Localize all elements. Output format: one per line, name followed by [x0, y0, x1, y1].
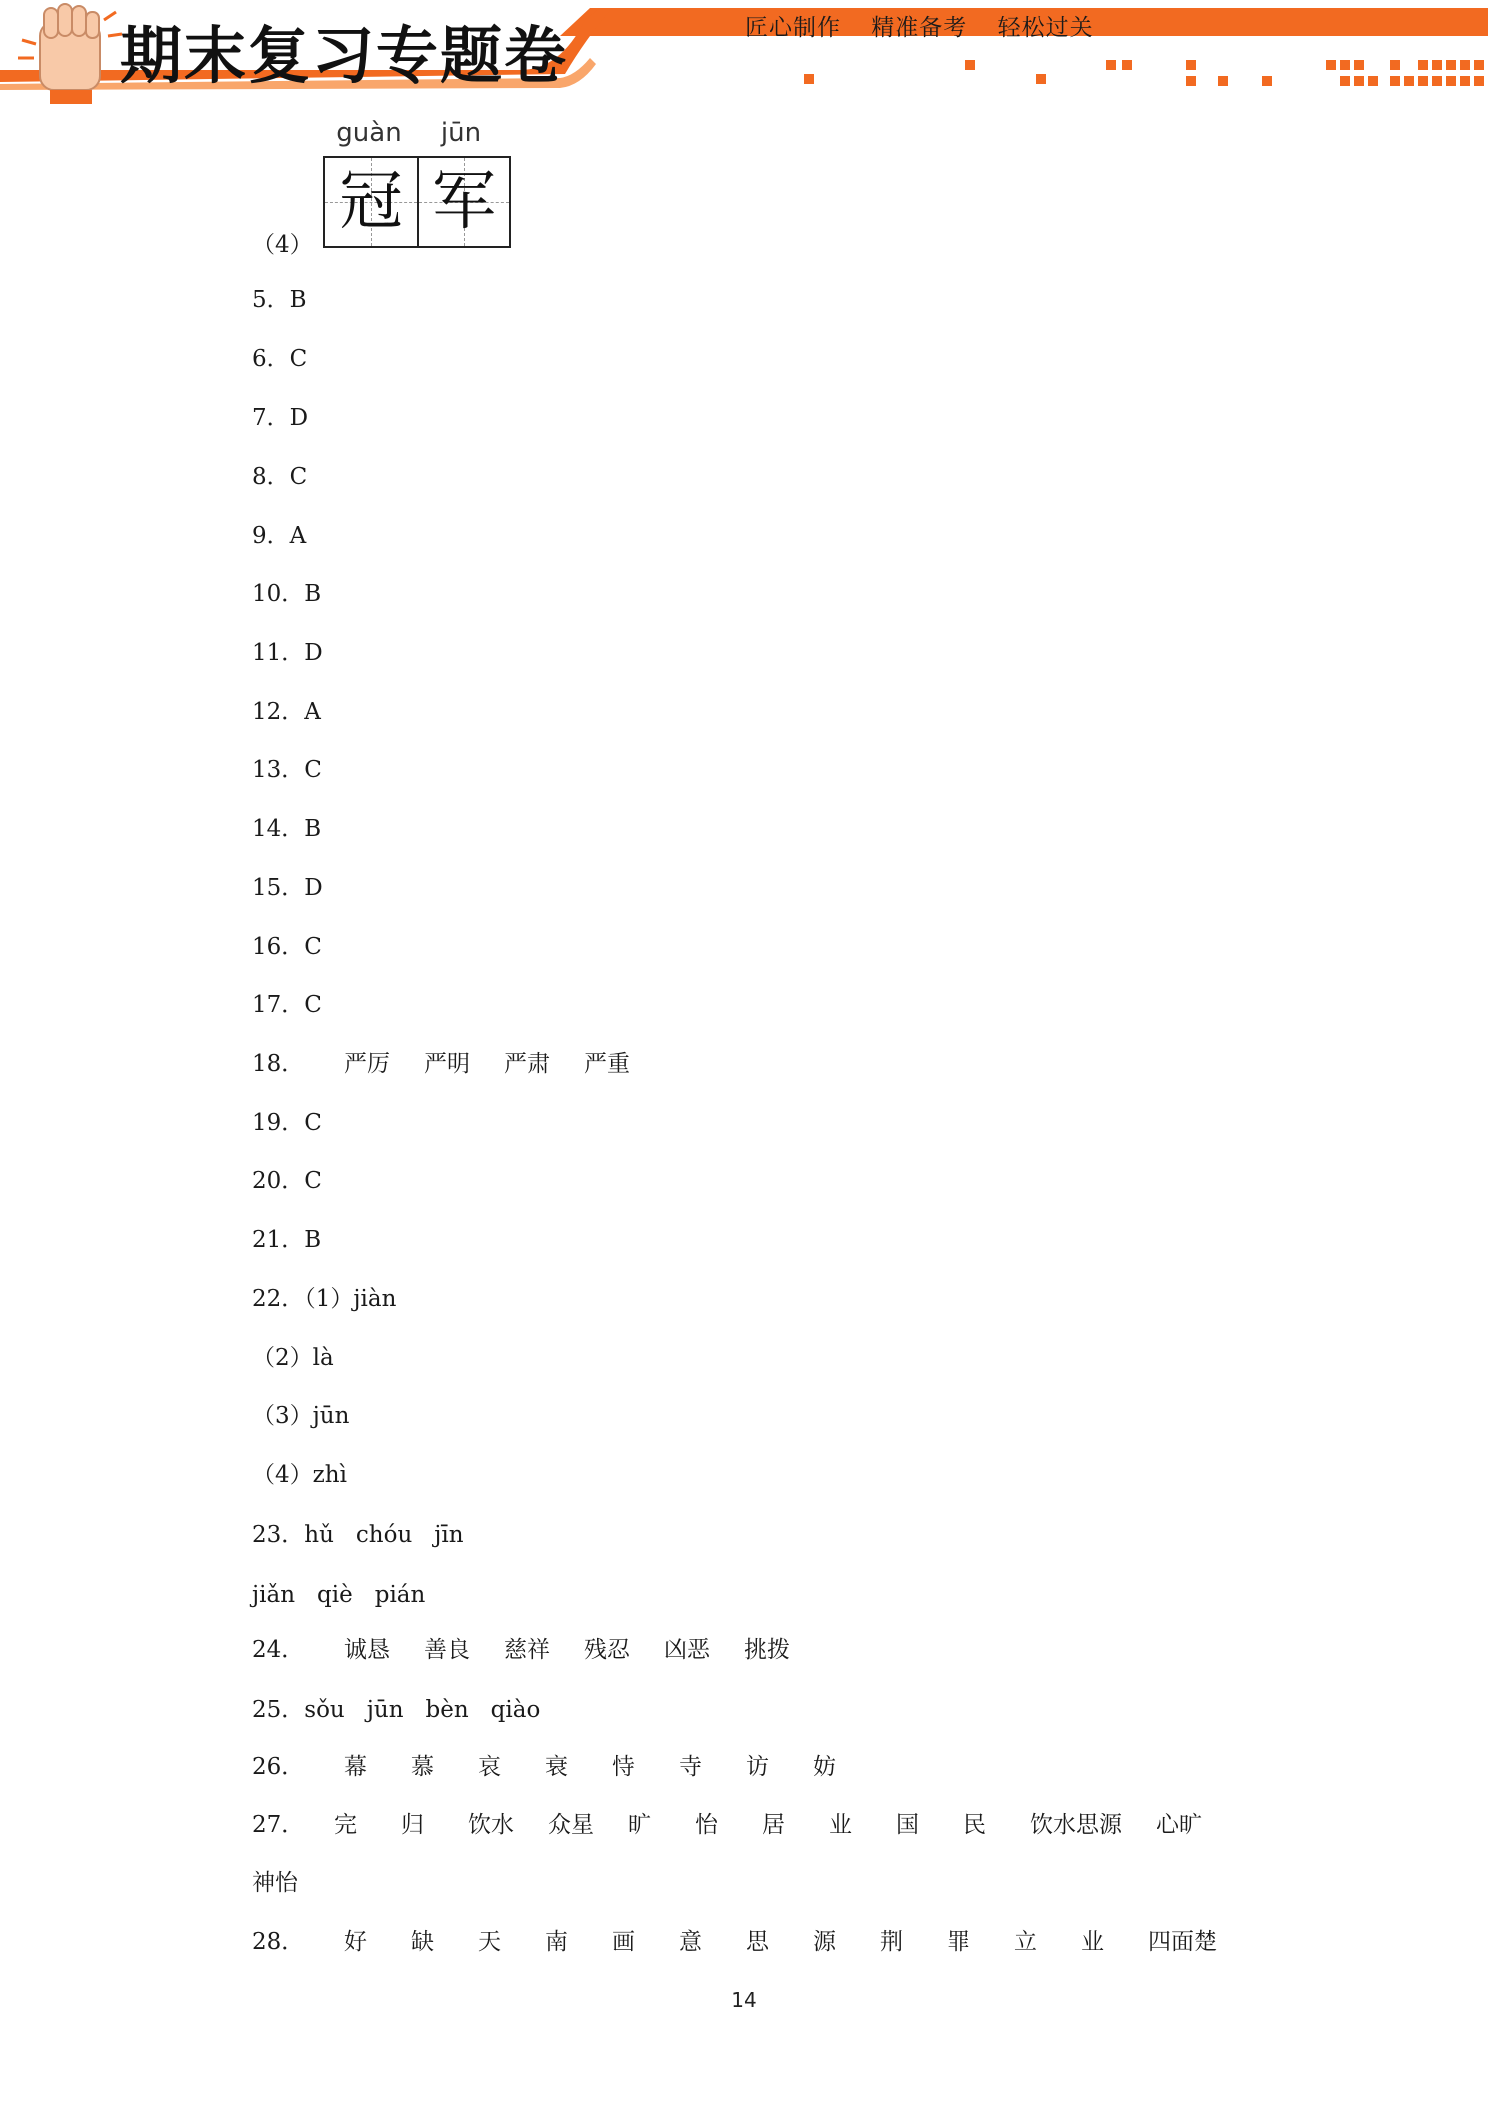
answer-line: 11．D [252, 640, 323, 666]
answer-line: 6．C [252, 346, 308, 372]
answer-line: 15．D [252, 875, 323, 901]
char-grid [323, 156, 511, 248]
decorative-dots [804, 60, 1484, 86]
page-number: 14 [731, 1988, 757, 2012]
answer-line: 14．B [252, 816, 322, 842]
pinyin-2: jūn [440, 118, 482, 148]
answer-line: 10．B [252, 581, 322, 607]
q24-line: 24． 诚恳 善良 慈祥 残忍 凶恶 挑拨 [252, 1637, 790, 1663]
q28-line: 28． 好 缺 天 南 画 意 思 源 荆 罪 立 业 四面楚 [252, 1929, 1217, 1955]
answer-line: 20．C [252, 1168, 322, 1194]
answer-line: 13．C [252, 757, 322, 783]
pinyin-row [323, 118, 513, 152]
q23-line: 23．hǔ chóu jīn [252, 1522, 464, 1548]
q23-line2: jiǎn qiè pián [252, 1582, 426, 1608]
page-header [0, 0, 1488, 110]
answer-line: 8．C [252, 464, 308, 490]
pinyin-1: guàn [336, 118, 402, 148]
answer-line: 12．A [252, 699, 321, 725]
header-title: 期末复习专题卷 [120, 19, 569, 92]
q27-continuation: 神怡 [252, 1870, 298, 1896]
q18-line: 18． 严厉 严明 严肃 严重 [252, 1051, 630, 1077]
answer-line: 16．C [252, 934, 322, 960]
q22-part: （2）là [252, 1345, 334, 1371]
q22-part: （3）jūn [252, 1403, 350, 1429]
answer-line: 21．B [252, 1227, 322, 1253]
q22-line: 22．（1）jiàn [252, 1286, 397, 1312]
q25-line: 25．sǒu jūn bèn qiào [252, 1697, 541, 1723]
char-cell-2: 军 [417, 158, 509, 246]
answer-line: 5．B [252, 287, 307, 313]
answer-line: 17．C [252, 992, 322, 1018]
tianzige-box [323, 118, 513, 248]
answer-line: 9．A [252, 523, 307, 549]
q26-line: 26． 幕 慕 哀 衰 恃 寺 访 妨 [252, 1754, 836, 1780]
q27-line: 27． 完 归 饮水 众星 旷 怡 居 业 国 民 饮水思源 心旷 [252, 1812, 1202, 1838]
answer-line: 19．C [252, 1110, 322, 1136]
answer-line: 7．D [252, 405, 309, 431]
q22-part: （4）zhì [252, 1462, 347, 1488]
char-cell-1: 冠 [325, 158, 417, 246]
header-slogan: 匠心制作 精准备考 轻松过关 [745, 15, 1094, 41]
q4-label: （4） [252, 232, 313, 258]
